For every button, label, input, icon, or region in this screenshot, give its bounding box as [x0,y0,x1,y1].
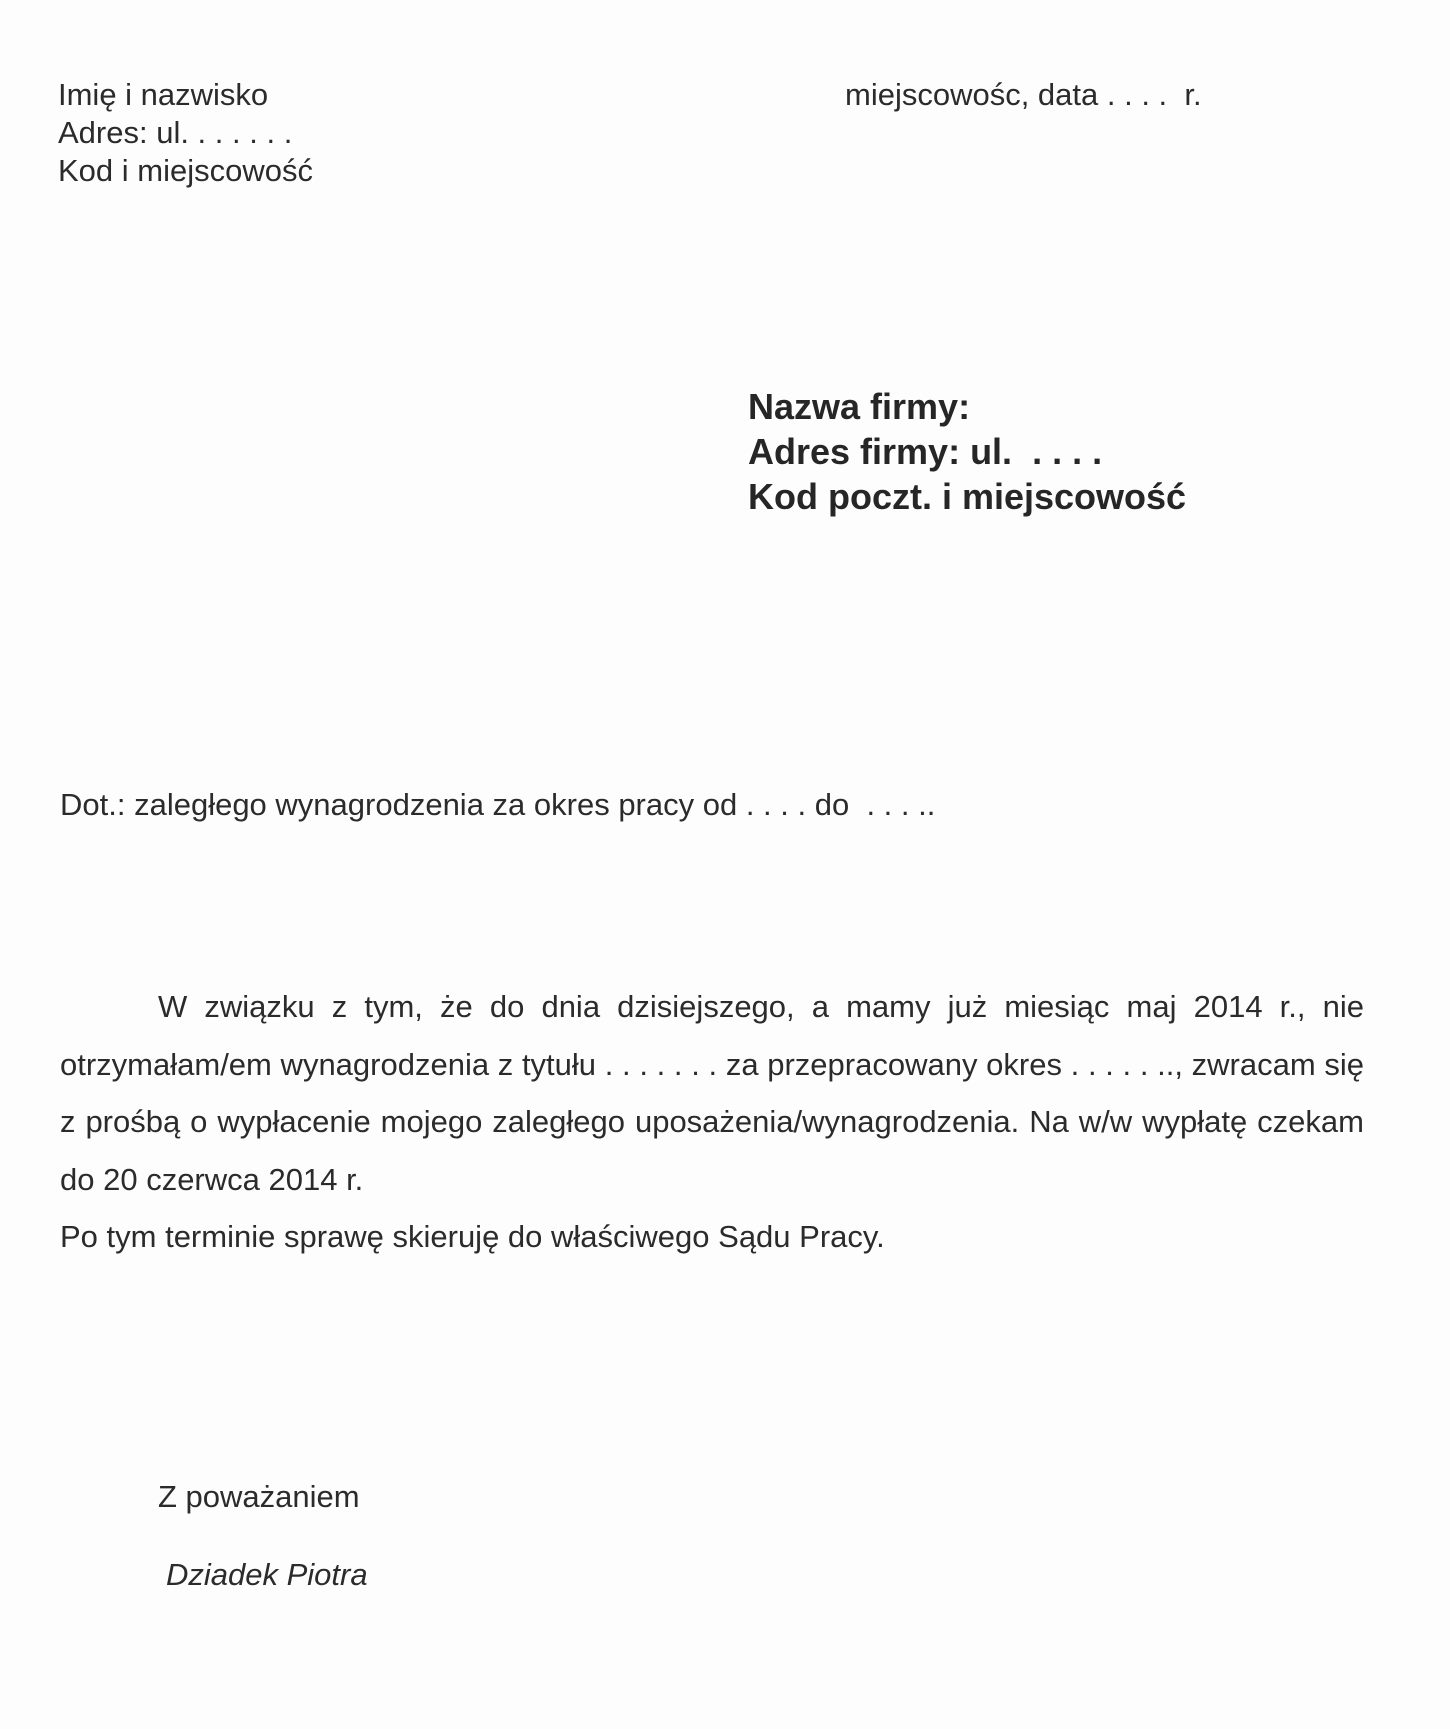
letter-body [60,978,1364,1266]
sender-postal-code-city: Kod i miejscowość [58,153,313,188]
signature: Dziadek Piotra [166,1557,368,1592]
body-paragraph: W związku z tym, że do dnia dzisiejszego, a mamy już miesiąc maj 2014 r., nie otrzymałam/em wynagrodzenia z tytułu . . . . . . . za przepracowany okres . . . . . .., zwracam się z prośbą o wypłacenie mojego zaległego uposażenia/wynagrodzenia. Na w/w wypłatę czekam do 20 czerwca 2014 r. [60,989,1364,1197]
recipient-company-name: Nazwa firmy: [748,386,971,427]
sender-block [58,76,313,190]
body-final-line: Po tym terminie sprawę skieruję do właściwego Sądu Pracy. [60,1219,885,1254]
recipient-company-address: Adres firmy: ul. . . . . [748,431,1103,472]
recipient-block [748,384,1186,519]
place-and-date: miejscowośc, data . . . . r. [845,77,1202,112]
sender-name: Imię i nazwisko [58,77,269,112]
subject-line: Dot.: zaległego wynagrodzenia za okres pracy od . . . . do . . . .. [60,787,936,822]
closing-phrase: Z poważaniem [158,1479,360,1514]
recipient-postal-code-city: Kod poczt. i miejscowość [748,476,1187,517]
sender-address: Adres: ul. . . . . . . [58,115,293,150]
